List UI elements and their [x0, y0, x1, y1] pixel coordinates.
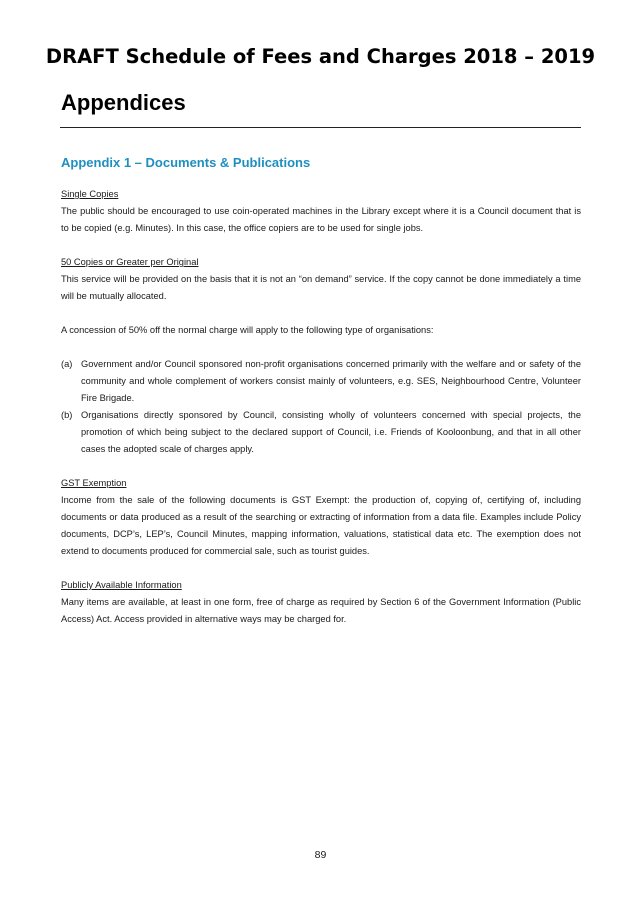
single-copies-paragraph: The public should be encouraged to use coin-operated machines in the Library except where it is a Council document that is to be copied (e.g. Minutes). In this case, the office copiers are to be used for single jobs. — [61, 206, 581, 233]
gst-paragraph: Income from the sale of the following documents is GST Exempt: the production of, copying of, certifying of, including documents or data produced as a result of the searching or extracting of information from a data file. Examples include Policy documents, DCP’s, LEP’s, Council Minutes, mapping information, valuations, statistical data etc. The exemption does not extend to documents produced for commercial sale, such as tourist guides. — [61, 495, 581, 556]
list-marker: (a) — [61, 359, 73, 369]
public-info-heading: Publicly Available Information — [61, 580, 182, 590]
document-title: DRAFT Schedule of Fees and Charges 2018 – 2019 — [45, 45, 596, 68]
list-item-text: Organisations directly sponsored by Council, consisting wholly of volunteers concerned with special projects, the promotion of which being subject to the declared support of Council, i.e. Friends of Kooloonbung, and that in all other cases the adopted scale of charges apply. — [81, 410, 581, 454]
title-divider — [60, 127, 581, 128]
gst-heading: GST Exemption — [61, 478, 127, 488]
spacer — [61, 237, 581, 254]
appendix-heading: Appendix 1 – Documents & Publications — [61, 155, 311, 170]
concession-list-item — [61, 407, 581, 458]
document-body — [61, 186, 581, 628]
spacer — [61, 458, 581, 475]
fifty-copies-heading: 50 Copies or Greater per Original — [61, 257, 199, 267]
page-number: 89 — [314, 849, 327, 861]
public-info-paragraph: Many items are available, at least in one form, free of charge as required by Section 6 of the Government Information (Public Access) Act. Access provided in alternative ways may be charged for. — [61, 597, 581, 624]
concession-list-item — [61, 356, 581, 407]
concession-paragraph: A concession of 50% off the normal charge will apply to the following type of organisations: — [61, 325, 434, 335]
spacer — [61, 560, 581, 577]
list-marker: (b) — [61, 410, 73, 420]
fifty-copies-paragraph: This service will be provided on the basis that it is not an “on demand” service. If the copy cannot be done immediately a time will be mutually allocated. — [61, 274, 581, 301]
section-title: Appendices — [61, 90, 186, 115]
spacer — [61, 339, 581, 356]
spacer — [61, 305, 581, 322]
list-item-text: Government and/or Council sponsored non-profit organisations concerned primarily with the welfare and or safety of the community and whole complement of workers consist mainly of volunteers, e.g. SES, Neighbourhood Centre, Volunteer Fire Brigade. — [81, 359, 581, 403]
single-copies-heading: Single Copies — [61, 189, 119, 199]
